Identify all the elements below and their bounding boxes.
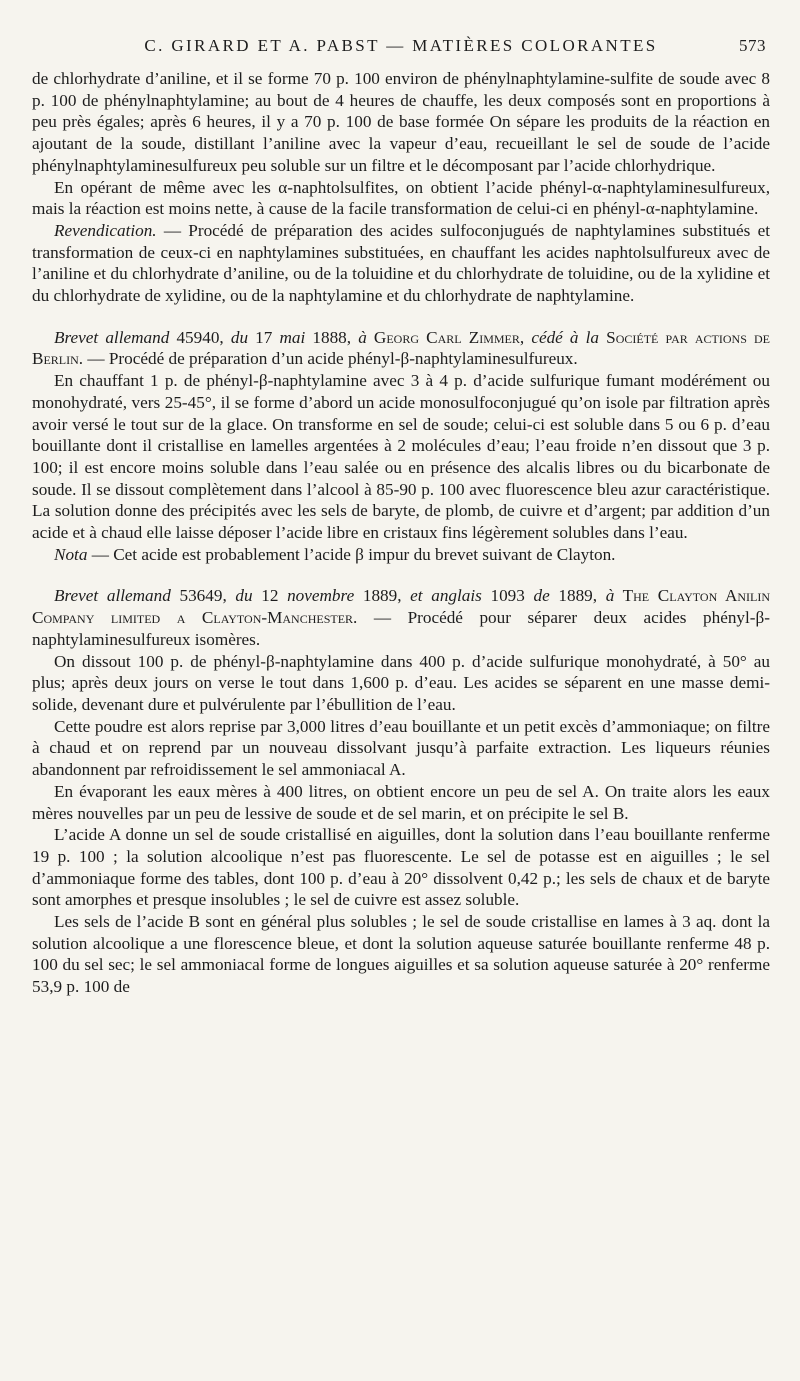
patent2-company: The Clayton Anilin Company limited a Clayton-Manchester. <box>32 586 771 628</box>
patent1-label: Brevet allemand <box>54 327 170 347</box>
patent2-label: Brevet allemand <box>54 586 171 606</box>
paragraph-9: Cette poudre est alors reprise par 3,000 litres d’eau bouillante et un petit excès d’ammoniaque; on filtre à chaud et on reprend par un nouveau dissolvant jusqu’à parfaite extraction. Les liqueurs réunies abandonnent par refroidissement le sel ammoniacal A. <box>32 716 770 780</box>
page-number: 573 <box>739 36 766 55</box>
header-title: C. GIRARD ET A. PABST — MATIÈRES COLORANTES <box>144 36 658 55</box>
nota-text: — Cet acide est probablement l’acide β impur du brevet suivant de Clayton. <box>87 544 616 564</box>
paragraph-12: Les sels de l’acide B sont en général plus solubles ; le sel de soude cristallise en lames à 3 aq. dont la solution alcoolique a une florescence bleue, et dont la solution aqueuse saturée bouillante renferme 48 p. 100 du sel sec; le sel ammoniacal forme de longues aiguilles et sa solution aqueuse saturée à 20° renferme 53,9 p. 100 de <box>32 912 770 997</box>
patent1-cede: cédé à la <box>531 327 600 347</box>
patent1-a: à <box>358 327 367 347</box>
patent1-number: 45940, <box>169 327 231 347</box>
patent-heading-2 <box>32 585 770 650</box>
patent2-day: 12 <box>252 586 288 606</box>
patent2-year: 1889, <box>354 586 411 606</box>
patent1-title: — Procédé de préparation d’un acide phényl-β-naphtylaminesulfureux. <box>83 349 578 369</box>
patent2-title: — Procédé pour séparer deux acides phényl-β-naphtylaminesulfureux isomères. <box>32 608 770 649</box>
patent2-number2: 1093 <box>481 586 534 606</box>
patent2-de: de <box>533 586 550 606</box>
patent2-du: du <box>235 586 253 606</box>
paragraph-claim <box>32 220 770 307</box>
patent2-a: à <box>605 586 615 606</box>
nota-label: Nota <box>54 544 88 564</box>
claim-text: — Procédé de préparation des acides sulfoconjugués de naphtylamines substitués et transformation de ceux-ci en naphtylamines substituées, en chauffant les acides naphtolsulfureux avec de l’aniline et du chlorhydrate d’aniline, ou de la toluidine et du chlorhydrate de toluidine, ou de la xylidine et du chlorhydrate de xylidine, ou de la naphtylamine et du chlorhydrate de naphtylamine. <box>32 220 770 306</box>
patent1-du: du <box>230 327 249 347</box>
patent2-month: novembre <box>287 586 355 606</box>
patent2-et-anglais: et anglais <box>410 586 482 606</box>
running-header <box>32 36 770 68</box>
paragraph-2: En opérant de même avec les α-naphtolsulfites, on obtient l’acide phényl-α-naphtylaminesulfureux, mais la réaction est moins nette, à cause de la facile transformation de celui-ci en phényl-α-naphtylamine. <box>32 177 770 219</box>
patent1-company: Société par actions de Berlin. <box>32 327 771 369</box>
patent-heading-1 <box>32 327 770 370</box>
paragraph-8: On dissout 100 p. de phényl-β-naphtylamine dans 400 p. d’acide sulfurique monohydraté, à 50° au plus; après deux jours on verse le tout dans 1,600 p. d’eau. Les acides se séparent en une masse demi-solide, devenant dure et pulvérulente par l’ébullition de l’eau. <box>32 651 770 714</box>
patent1-inventor: Georg Carl Zimmer, <box>366 327 532 347</box>
paragraph-5: En chauffant 1 p. de phényl-β-naphtylamine avec 3 à 4 p. d’acide sulfurique fumant modérément ou monohydraté, vers 25-45°, il se forme d’abord un acide monosulfoconjugué qu’on isole par filtration après avoir versé le tout sur de la glace. On transforme en sel de soude; celui-ci est soluble dans 5 ou 6 p. d’eau bouillante dont il cristallise en lamelles argentées à 2 molécules d’eau; l’eau froide n’en dissout que 3 p. 100; il est encore moins soluble dans l’eau salée ou en présence des alcalis libres ou du bicarbonate de soude. Il se dissout complètement dans l’alcool à 85-90 p. 100 avec fluorescence bleu azur caractéristique. La solution donne des précipités avec les sels de baryte, de plomb, de cuivre et d’argent; par addition d’un acide et à chaud elle laisse déposer l’acide libre en cristaux fins légèrement solubles dans l’eau. <box>32 371 770 543</box>
paragraph-1: de chlorhydrate d’aniline, et il se forme 70 p. 100 environ de phénylnaphtylamine-sulfite de soude avec 8 p. 100 de phénylnaphtylamine; au bout de 4 heures de chauffe, les deux composés sont en proportions à peu près égales; après 6 heures, il y a 70 p. 100 de base formée On sépare les produits de la réaction en ajoutant de la soude, distillant l’aniline avec la vapeur d’eau, recueillant le sel de soude de l’acide phénylnaphtylaminesulfureux peu soluble sur un filtre et le décomposant par l’acide chlorhydrique. <box>32 69 770 175</box>
paragraph-10: En évaporant les eaux mères à 400 litres, on obtient encore un peu de sel A. On traite alors les eaux mères nouvelles par un peu de lessive de soude et de sel marin, et on précipite le sel B. <box>32 781 770 823</box>
patent1-month: mai <box>279 327 306 347</box>
paragraph-nota <box>32 544 770 566</box>
claim-label: Revendication. <box>54 220 157 240</box>
patent2-number: 53649, <box>170 586 236 606</box>
patent2-year2: 1889, <box>549 586 606 606</box>
patent1-year: 1888, <box>305 327 359 347</box>
paragraph-11: L’acide A donne un sel de soude cristallisé en aiguilles, dont la solution dans l’eau bouillante renferme 19 p. 100 ; la solution alcoolique n’est pas fluorescente. Le sel de potasse est en aiguilles ; le sel d’ammoniaque forme des tables, dont 100 p. d’eau à 20° dissolvent 0,42 p.; les sels de chaux et de baryte sont amorphes et presque insolubles ; le sel de cuivre est assez soluble. <box>32 825 770 910</box>
patent1-day: 17 <box>248 327 280 347</box>
page-body <box>32 68 770 998</box>
